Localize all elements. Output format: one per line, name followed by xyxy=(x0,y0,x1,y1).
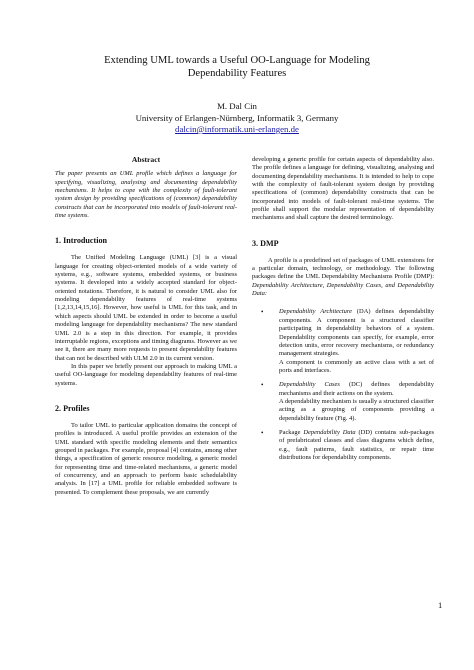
author-name: M. Dal Cin xyxy=(217,101,257,111)
title-line-2: Dependability Features xyxy=(187,68,287,79)
bullet-text: (DC) defines dependability mechanisms and their actions on the system. xyxy=(279,381,434,397)
section-heading-profiles: 2. Profiles xyxy=(55,403,90,413)
bullet-extra: A component is commonly an active class with a set of ports and interfaces. xyxy=(279,358,434,374)
abstract-text: The paper presents an UML profile which defines a language for specifying, visualizing, analysing and documenting dependability mechanisms. It helps to cope with the complexity of fault-tolerant system design by providing specifications of (common) dependability constructs that can be incorporated into models of fault-tolerant real-time systems. xyxy=(55,170,237,220)
page-number: 1 xyxy=(438,600,443,610)
bullet-term: Dependability Data xyxy=(303,428,356,436)
package-bullet-list xyxy=(252,308,434,462)
list-item xyxy=(252,429,434,462)
package-list-italic: Dependability Architecture, Dependability Cases, and Dependability Data: xyxy=(252,281,434,298)
author-email-link[interactable]: dalcin@informatik.uni-erlangen.de xyxy=(175,124,299,134)
paper-title xyxy=(40,54,434,80)
bullet-text: (DD) contains sub-packages of prefabricated classes and class diagrams which define, e.g., fault patterns, fault statistics, or repair time distributions for dependability components. xyxy=(279,428,434,461)
bullet-dot-icon: • xyxy=(261,428,264,437)
author-block xyxy=(40,101,434,136)
abstract-heading: Abstract xyxy=(131,155,161,164)
title-line-1: Extending UML towards a Useful OO-Language for Modeling xyxy=(104,55,370,66)
paragraph: To tailor UML to particular application domains the concept of profiles is introduced. A useful profile provides an extension of the UML standard with specific modeling elements and their semantics grouped in packages. For example, proposal [4] contains, among other things, a specification of generic resource modeling, a generic model for representing time and time-related mechanisms, a generic model of concurrency, and an approach to perform basic schedulability analysis. In [17] a UML profile for reliable embedded software is presented. To complement these proposals, we are currently xyxy=(55,421,237,496)
list-item xyxy=(252,308,434,375)
bullet-dot-icon: • xyxy=(261,308,264,317)
bullet-term: Dependability Architecture xyxy=(279,308,352,316)
bullet-text: (DA) defines dependability components. A component is a structured classifier participating in dependability behaviors of a system. Dependability components can specify, for example, error detection units, error recovery mechanisms, or redundancy management strategies. xyxy=(279,308,434,358)
paragraph-text: A profile is a predefined set of packages of UML extensions for a particular domain, technology, or methodology. The following packages define the UML Dependability Mechanisms Profile (DMP): xyxy=(252,256,434,281)
section-heading-dmp: 3. DMP xyxy=(252,238,279,248)
bullet-extra: A dependability mechanism is usually a structured classifier acting as a grouping of components providing a dependability feature (Fig. 4). xyxy=(279,397,434,422)
section-heading-introduction: 1. Introduction xyxy=(55,236,108,246)
bullet-term: Dependability Cases xyxy=(279,381,340,389)
bullet-prefix: Package xyxy=(279,428,304,436)
paragraph: In this paper we briefly present our approach to making UML a useful OO-language for modeling dependability features of real-time systems. xyxy=(55,362,237,387)
paragraph: developing a generic profile for certain aspects of dependability also. The profile defines a language for defining, visualizing, analysing and documenting dependability mechanisms. It is intended to help to cope with the complexity of fault-tolerant system design by providing specifications of (common) dependability constructs that can be incorporated into models of fault-tolerant real-time systems. The profile shall support the modular representation of dependability mechanisms and shall capture the desired terminology. xyxy=(252,156,434,222)
list-item xyxy=(252,381,434,423)
left-column xyxy=(55,156,237,497)
author-affiliation: University of Erlangen-Nürnberg, Informatik 3, Germany xyxy=(135,112,339,123)
paragraph: The Unified Modeling Language (UML) [3] is a visual language for creating object-oriented models of a wide variety of systems, e.g., software systems, embedded systems, or business systems. It developed into a widely accepted standard for object-oriented notations. Therefore, it is natural to consider UML also for modeling dependability features of real-time systems [1,2,13,14,15,16]. However, how useful is UML for this task, and in which aspects should UML be extended in order to become a useful modeling language for dependability mechanisms? The new standard UML 2.0 is a step in this direction. For example, it provides interruptable regions, exceptions and timing diagrams. However as we see it, there are many more requests to present dependability features that can not be described with ULM 2.0 in its current version. xyxy=(55,254,237,362)
bullet-dot-icon: • xyxy=(261,381,264,390)
paragraph xyxy=(252,257,434,299)
right-column xyxy=(252,156,434,468)
